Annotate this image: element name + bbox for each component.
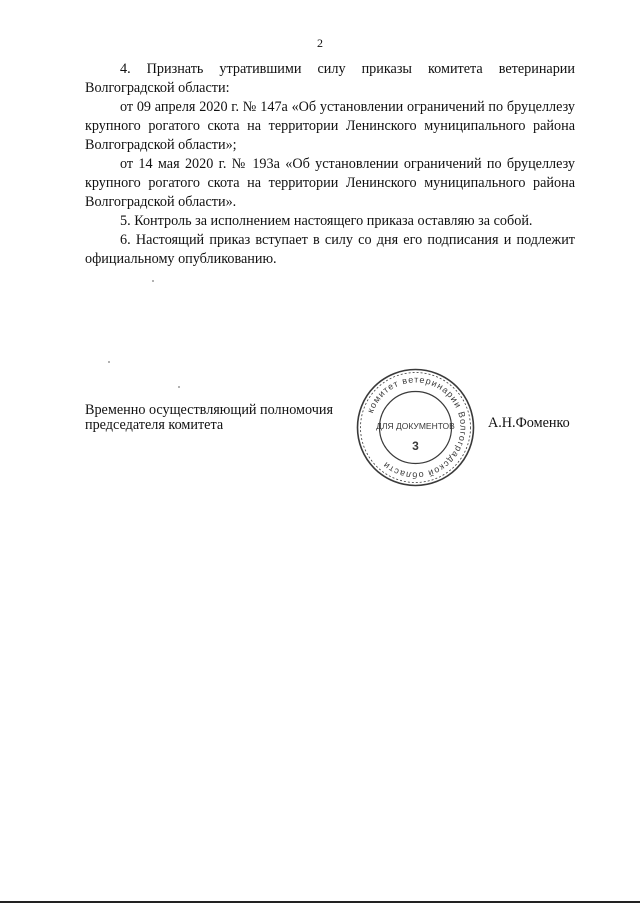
seal-ring-text: комитет ветеринарии Волгоградской области bbox=[365, 374, 469, 481]
page-number: 2 bbox=[317, 36, 323, 50]
signatory-position bbox=[85, 403, 355, 433]
paragraph-order-193a: от 14 мая 2020 г. № 193а «Об установлении ограничений по бруцеллезу крупного рогатого скота на территории Ленинского муниципального района Волгоградской области». bbox=[85, 156, 575, 210]
signatory-position-line2: председателя комитета bbox=[85, 417, 224, 433]
seal-graphic bbox=[353, 365, 478, 490]
paragraph-order-147a: от 09 апреля 2020 г. № 147а «Об установлении ограничений по бруцеллезу крупного рогатого скота на территории Ленинского муниципального района Волгоградской области»; bbox=[85, 99, 575, 153]
order-body bbox=[85, 60, 575, 269]
scan-speck bbox=[178, 386, 180, 388]
scan-speck bbox=[108, 361, 110, 363]
seal-center-text: ДЛЯ ДОКУМЕНТОВ bbox=[376, 421, 455, 431]
seal-number: 3 bbox=[412, 439, 419, 453]
scan-speck bbox=[152, 280, 154, 282]
paragraph-item-4: 4. Признать утратившими силу приказы комитета ветеринарии Волгоградской области: bbox=[85, 61, 575, 96]
scan-edge-line bbox=[0, 901, 640, 903]
official-seal bbox=[353, 365, 478, 490]
paragraph-item-5: 5. Контроль за исполнением настоящего приказа оставляю за собой. bbox=[120, 213, 533, 229]
signatory-position-line1: Временно осуществляющий полномочия bbox=[85, 402, 334, 418]
paragraph-item-6: 6. Настоящий приказ вступает в силу со дня его подписания и подлежит официальному опубликованию. bbox=[85, 232, 575, 267]
signatory-name: А.Н.Фоменко bbox=[488, 415, 570, 431]
